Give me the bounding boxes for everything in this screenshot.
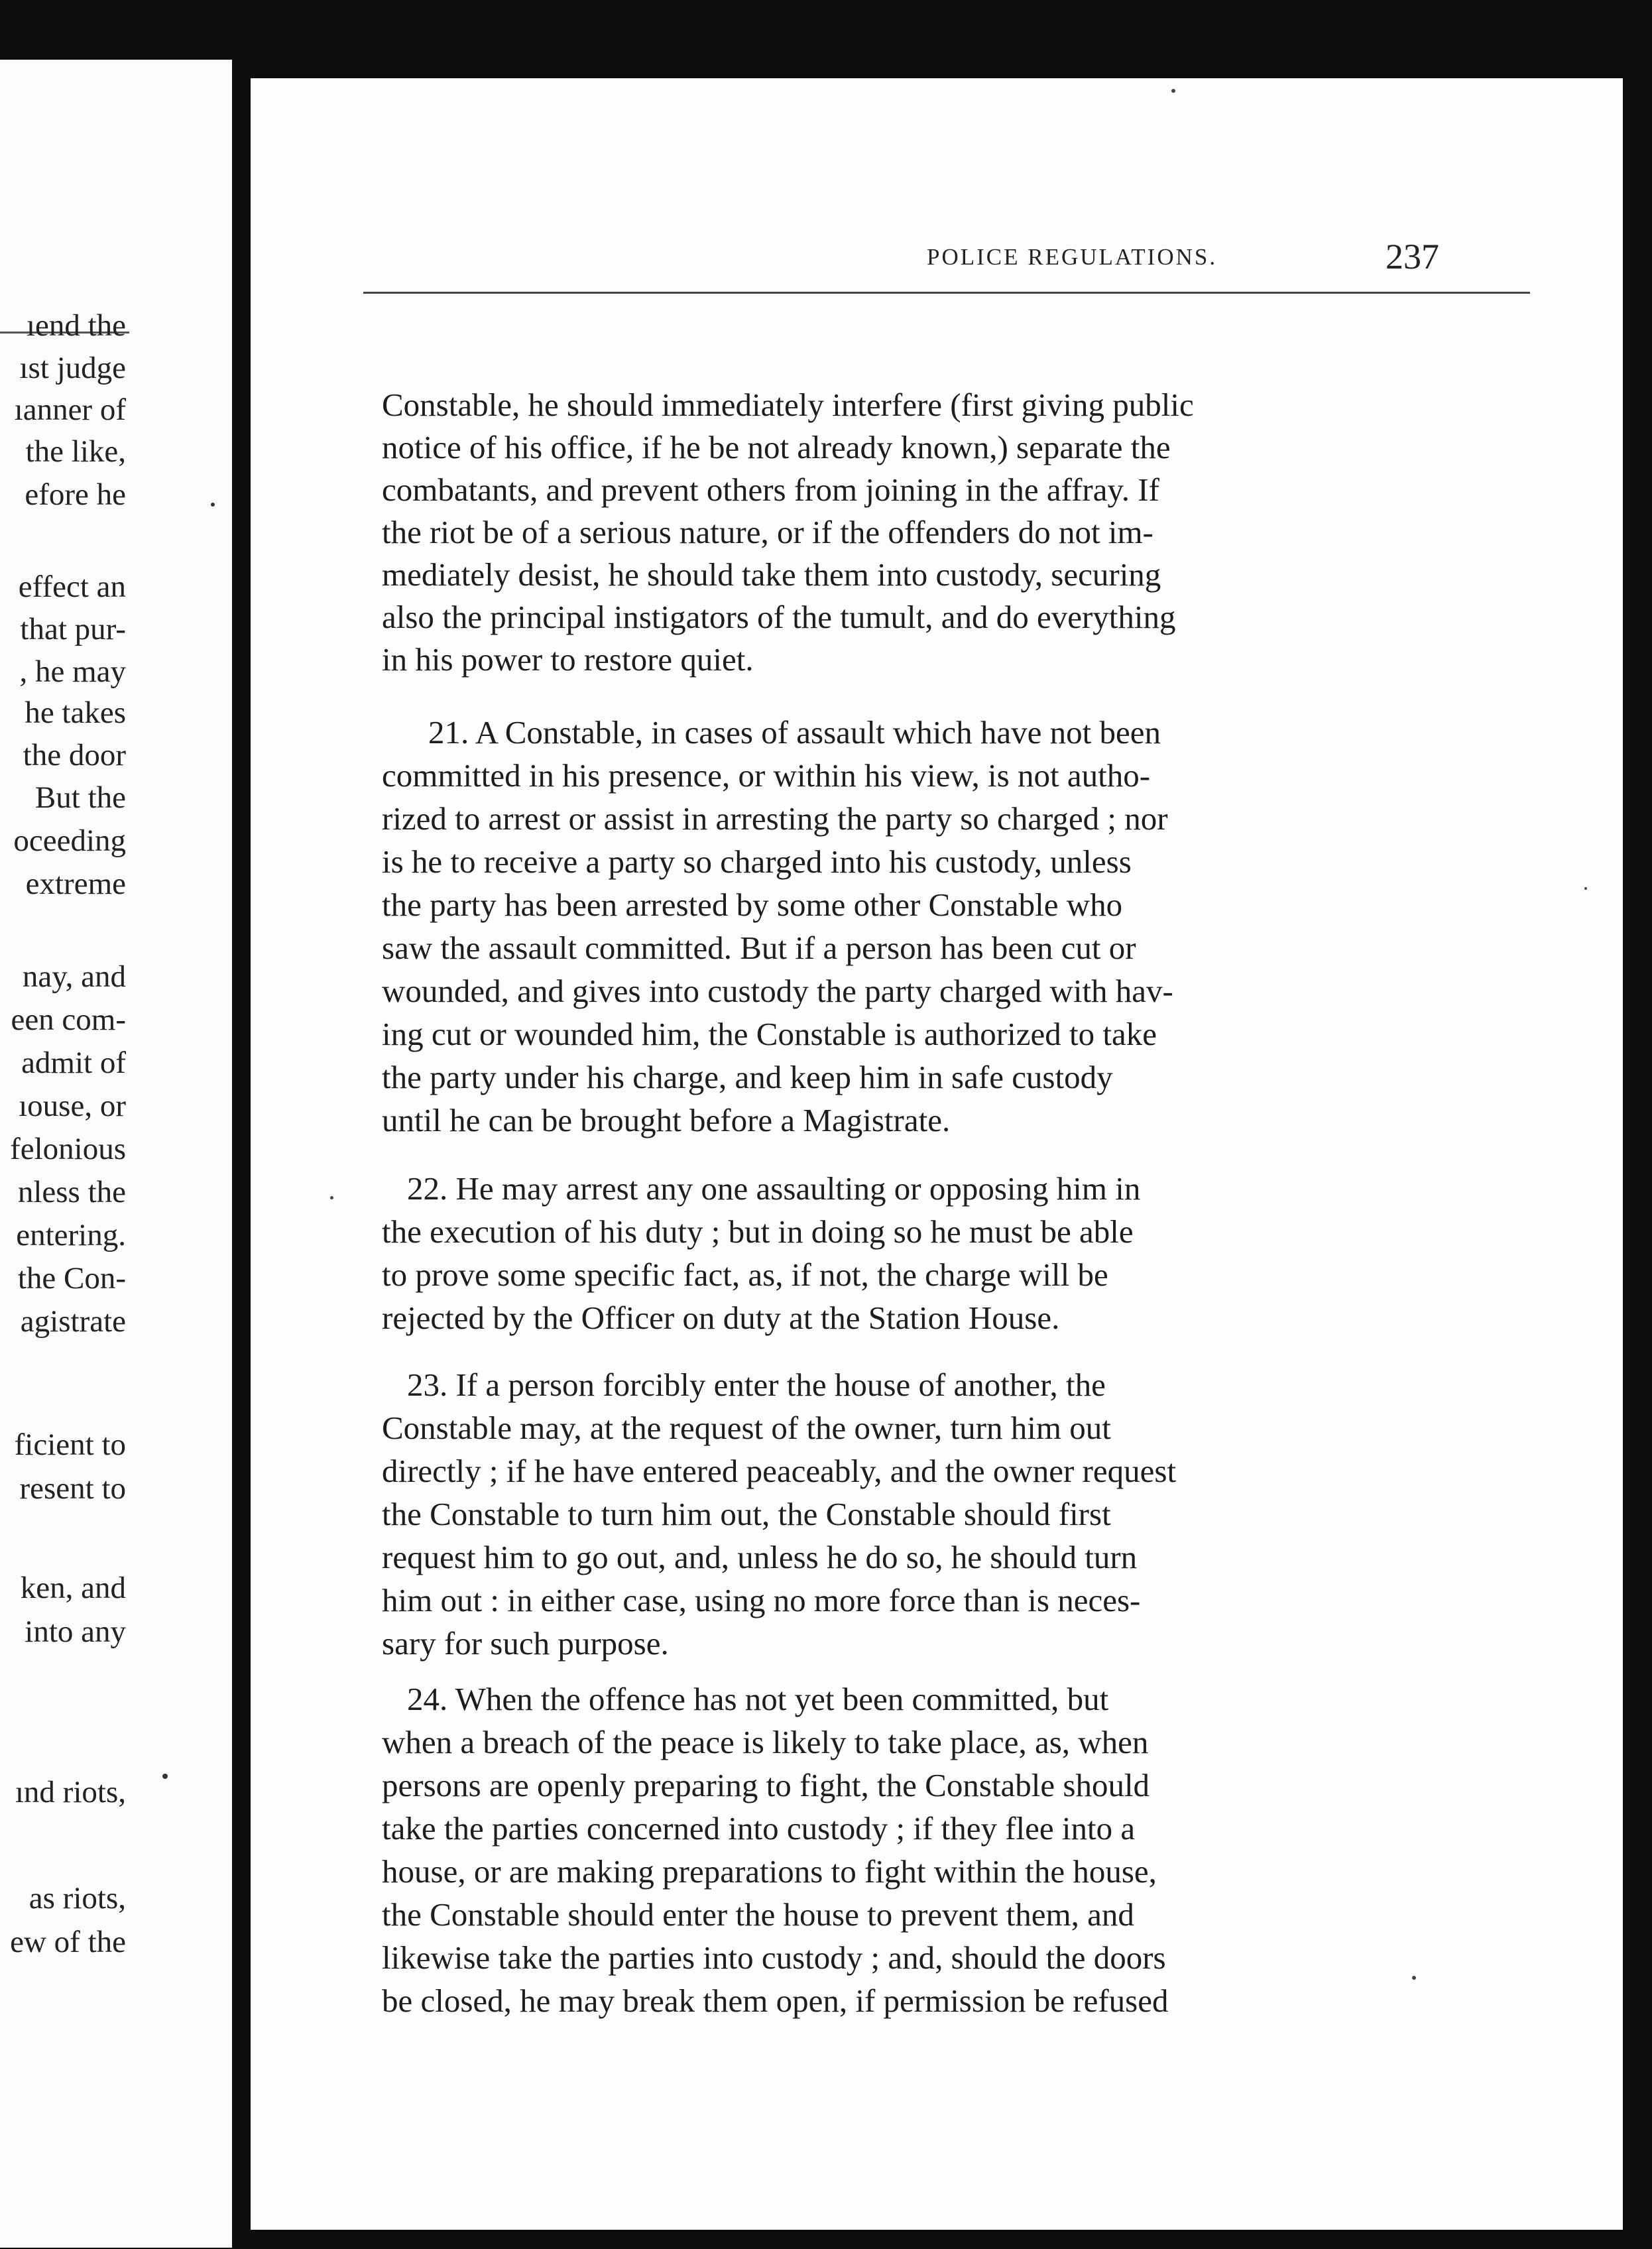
book-gutter	[232, 0, 252, 2249]
text-line: the execution of his duty ; but in doing so he must be able	[382, 1213, 1134, 1250]
left-line: ıouse, or	[19, 1089, 126, 1123]
paragraph-24-start: 24. When the offence has not yet been committed, but	[407, 1681, 1109, 1717]
text-line: directly ; if he have entered peaceably, and the owner request	[382, 1453, 1177, 1489]
text-line: to prove some specific fact, as, if not, the charge will be	[382, 1256, 1108, 1293]
left-line: as riots,	[29, 1881, 126, 1915]
text-line: notice of his office, if he be not already known,) separate the	[382, 429, 1171, 465]
text-line: sary for such purpose.	[382, 1625, 669, 1662]
text-line: the party has been arrested by some other Constable who	[382, 886, 1123, 923]
ink-speck	[162, 1774, 168, 1779]
ink-speck	[1412, 1976, 1416, 1980]
text-line: in his power to restore quiet.	[382, 641, 754, 678]
right-page	[251, 78, 1623, 2230]
left-line: he takes	[25, 696, 126, 730]
text-line: when a breach of the peace is likely to take place, as, when	[382, 1724, 1149, 1760]
paragraph-23-start: 23. If a person forcibly enter the house of another, the	[407, 1367, 1106, 1403]
text-line: also the principal instigators of the tumult, and do everything	[382, 599, 1176, 635]
text-line: Constable, he should immediately interfere (first giving public	[382, 387, 1194, 423]
ink-speck	[330, 1196, 333, 1199]
text-line: rized to arrest or assist in arresting the party so charged ; nor	[382, 800, 1168, 837]
left-line: ıanner of	[14, 393, 126, 427]
text-line: combatants, and prevent others from joining in the affray. If	[382, 471, 1159, 508]
page-header	[251, 239, 1623, 285]
left-line: extreme	[25, 867, 126, 901]
text-line: ing cut or wounded him, the Constable is authorized to take	[382, 1016, 1157, 1052]
left-line: oceeding	[13, 823, 126, 858]
left-line: the Con-	[17, 1261, 126, 1296]
left-line: effect an	[18, 570, 126, 604]
left-line: resent to	[19, 1471, 126, 1506]
text-line: take the parties concerned into custody ; if they flee into a	[382, 1810, 1136, 1847]
text-line: the riot be of a serious nature, or if the offenders do not im-	[382, 514, 1153, 550]
page-number: 237	[1386, 237, 1439, 276]
text-line: request him to go out, and, unless he do so, he should turn	[382, 1539, 1138, 1575]
running-head: POLICE REGULATIONS.	[927, 244, 1218, 270]
ink-speck	[211, 503, 215, 507]
ink-speck	[1171, 89, 1175, 93]
text-line: the Constable should enter the house to prevent them, and	[382, 1896, 1134, 1933]
left-facing-page	[0, 60, 232, 2248]
left-line: But the	[34, 780, 126, 815]
left-line: ınd riots,	[15, 1775, 126, 1809]
text-line: likewise take the parties into custody ; and, should the doors	[382, 1939, 1166, 1976]
left-line: nless the	[17, 1175, 126, 1209]
text-line: committed in his presence, or within his view, is not autho-	[382, 757, 1151, 794]
left-line: een com-	[11, 1003, 126, 1037]
text-line: is he to receive a party so charged into his custody, unless	[382, 843, 1132, 880]
left-line: ıend the	[26, 308, 126, 343]
text-line: wounded, and gives into custody the party charged with hav-	[382, 973, 1173, 1009]
left-line: entering.	[16, 1218, 126, 1252]
left-line: the door	[23, 738, 126, 772]
text-line: the party under his charge, and keep him in safe custody	[382, 1059, 1113, 1095]
text-line: be closed, he may break them open, if permission be refused	[382, 1982, 1169, 2019]
left-line: ken, and	[20, 1571, 126, 1605]
ink-speck	[1584, 887, 1587, 890]
left-line: admit of	[21, 1046, 126, 1080]
left-line: nay, and	[22, 959, 126, 994]
left-line: into any	[25, 1614, 126, 1649]
text-line: rejected by the Officer on duty at the Station House.	[382, 1300, 1060, 1336]
left-line: the like,	[25, 434, 126, 469]
left-line: ficient to	[14, 1428, 126, 1462]
text-line: house, or are making preparations to fight within the house,	[382, 1853, 1157, 1890]
paragraph-21-start: 21. A Constable, in cases of assault which have not been	[428, 714, 1161, 751]
text-line: the Constable to turn him out, the Constable should first	[382, 1496, 1111, 1532]
left-line: , he may	[19, 654, 126, 689]
left-line: ew of the	[10, 1925, 126, 1959]
text-line: Constable may, at the request of the owner, turn him out	[382, 1410, 1111, 1446]
left-line: agistrate	[20, 1304, 126, 1339]
paragraph-22-start: 22. He may arrest any one assaulting or opposing him in	[407, 1170, 1141, 1207]
text-line: mediately desist, he should take them into custody, securing	[382, 556, 1161, 593]
left-line: that pur-	[20, 612, 126, 646]
text-line: him out : in either case, using no more force than is neces-	[382, 1582, 1141, 1618]
text-line: persons are openly preparing to fight, the Constable should	[382, 1767, 1150, 1803]
text-line: until he can be brought before a Magistrate.	[382, 1102, 951, 1138]
left-line: efore he	[25, 477, 126, 512]
left-line: felonious	[10, 1132, 126, 1166]
left-line: ıst judge	[19, 351, 126, 385]
header-rule	[363, 292, 1530, 294]
text-line: saw the assault committed. But if a person has been cut or	[382, 930, 1136, 966]
